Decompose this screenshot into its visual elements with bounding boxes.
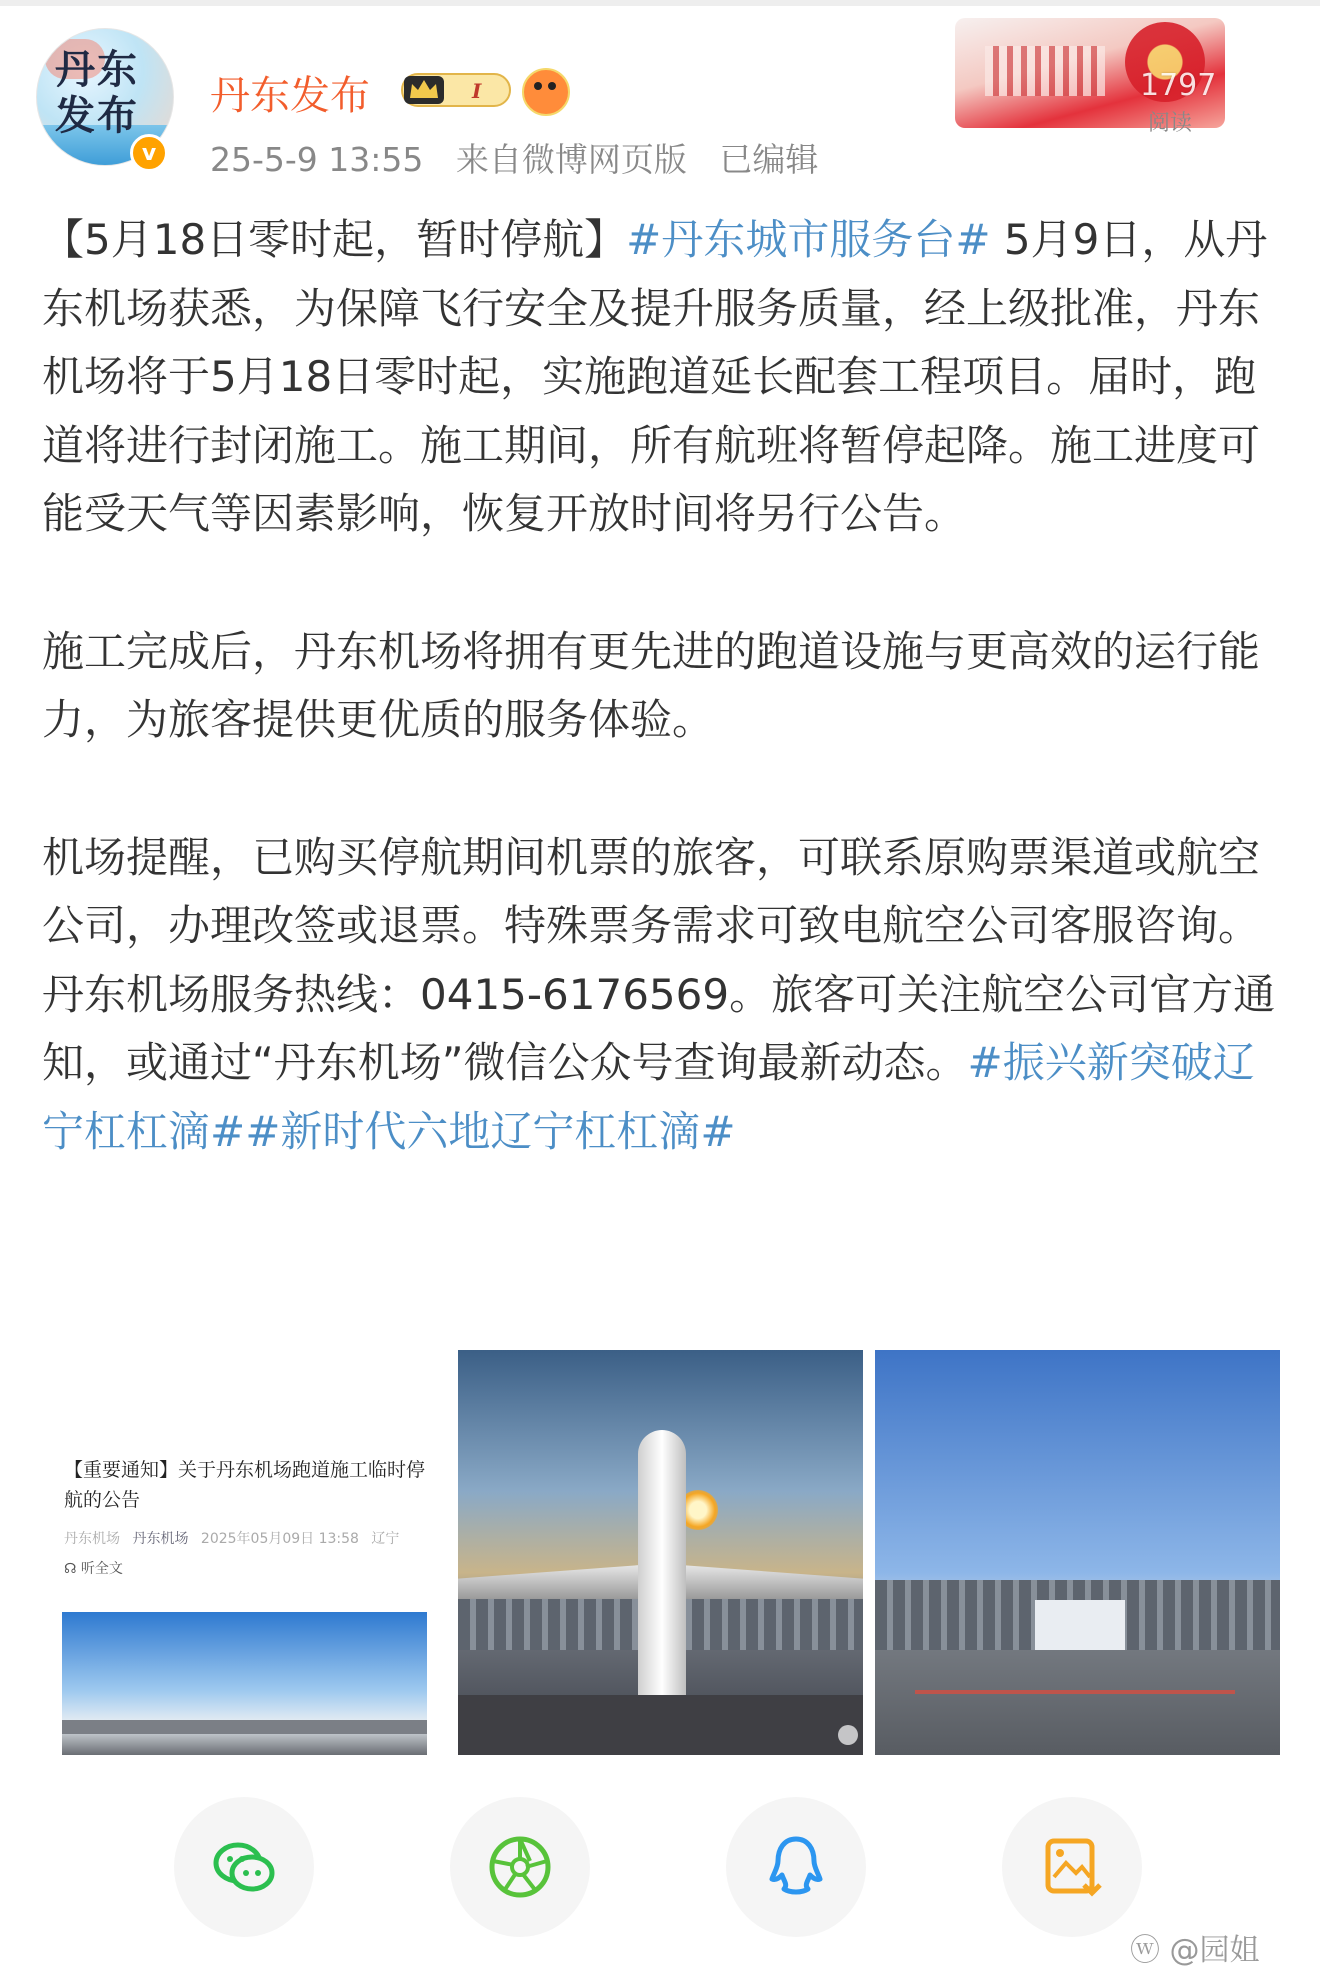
moments-icon xyxy=(484,1831,556,1903)
terminal-roof xyxy=(62,1720,427,1734)
paragraph-2-text: 施工完成后，丹东机场将拥有更先进的跑道设施与更高效的运行能力，为旅客提供更优质的服务体验。 xyxy=(42,626,1261,744)
view-count: 1797 xyxy=(1140,68,1217,103)
post-meta xyxy=(210,134,840,181)
username[interactable]: 丹东发布 xyxy=(210,73,370,119)
paragraph-2 xyxy=(42,618,1282,755)
share-wechat-button[interactable] xyxy=(174,1797,314,1937)
paragraph-1-text: 5月9日，从丹东机场获悉，为保障飞行安全及提升服务质量，经上级批准，丹东机场将于5月18日零时起，实施跑道延长配套工程项目。届时，跑道将进行封闭施工。施工期间，所有航班将暂停起降。施工进度可能受天气等因素影响，恢复开放时间将另行公告。 xyxy=(42,215,1268,538)
notice-account: 丹东机场 xyxy=(64,1531,120,1547)
apron-marking xyxy=(915,1690,1235,1694)
view-count-label: 阅读 xyxy=(1148,111,1193,136)
topic-link-new-era[interactable]: #新时代六地辽宁杠杠滴# xyxy=(245,1106,736,1156)
paragraph-3 xyxy=(42,824,1282,1167)
post-time: 25-5-9 13:55 xyxy=(210,140,424,179)
topic-link-city-service[interactable]: #丹东城市服务台# xyxy=(626,215,991,264)
banner-building xyxy=(985,46,1105,96)
notice-date: 2025年05月09日 13:58 xyxy=(200,1531,359,1547)
wechat-icon xyxy=(208,1831,280,1903)
notice-title: 【重要通知】关于丹东机场跑道施工临时停航的公告 xyxy=(64,1459,426,1511)
watermark-text: @园姐 xyxy=(1169,1933,1260,1968)
verified-badge-icon: v xyxy=(130,134,168,172)
notice-terminal-photo xyxy=(62,1612,427,1755)
post-image-aircraft[interactable] xyxy=(458,1350,863,1755)
notice-meta xyxy=(64,1528,407,1548)
member-crown-badge-icon[interactable] xyxy=(400,70,512,110)
member-level: I xyxy=(472,79,482,103)
apron-ground xyxy=(458,1695,863,1755)
qq-icon xyxy=(760,1831,832,1903)
save-image-icon xyxy=(1036,1831,1108,1903)
topic-link-revitalize[interactable]: #振兴新突破辽宁杠杠滴# xyxy=(42,1038,1255,1156)
terminal-apron xyxy=(875,1650,1280,1755)
paragraph-3-text: 机场提醒，已购买停航期间机票的旅客，可联系原购票渠道或航空公司，办理改签或退票。特殊票务需求可致电航空公司客服咨询。丹东机场服务热线：0415-6176569。旅客可关注航空公司官方通知，或通过“丹东机场”微信公众号查询最新动态。 xyxy=(42,832,1276,1087)
share-moments-button[interactable] xyxy=(450,1797,590,1937)
share-qq-button[interactable] xyxy=(726,1797,866,1937)
avatar-calligraphy: 丹东发布 xyxy=(55,46,139,139)
weibo-watermark-icon xyxy=(838,1725,858,1745)
notice-listen xyxy=(64,1558,123,1578)
notice-region: 辽宁 xyxy=(371,1531,400,1547)
terminal-building xyxy=(875,1580,1280,1650)
paragraph-1 xyxy=(42,206,1282,549)
terminal-entrance xyxy=(1035,1600,1125,1650)
weibo-watermark xyxy=(1130,1925,1260,1969)
weibo-logo-icon: ⓦ xyxy=(1130,1933,1170,1968)
post-title: 【5月18日零时起，暂时停航】 xyxy=(42,215,627,264)
post-header xyxy=(0,6,1320,196)
post-image-notice[interactable] xyxy=(54,1350,459,1755)
post-content xyxy=(42,206,1282,1166)
post-source: 来自微博网页版 xyxy=(455,140,687,179)
post-edited-flag[interactable]: 已编辑 xyxy=(719,140,819,179)
headphones-icon: ☊ xyxy=(64,1561,81,1577)
fan-emoji-badge-icon[interactable] xyxy=(522,68,570,116)
listen-label: 听全文 xyxy=(80,1561,123,1577)
save-image-button[interactable] xyxy=(1002,1797,1142,1937)
aircraft-fuselage xyxy=(638,1430,686,1720)
post-image-terminal[interactable] xyxy=(875,1350,1280,1755)
notice-account-link: 丹东机场 xyxy=(132,1531,189,1547)
